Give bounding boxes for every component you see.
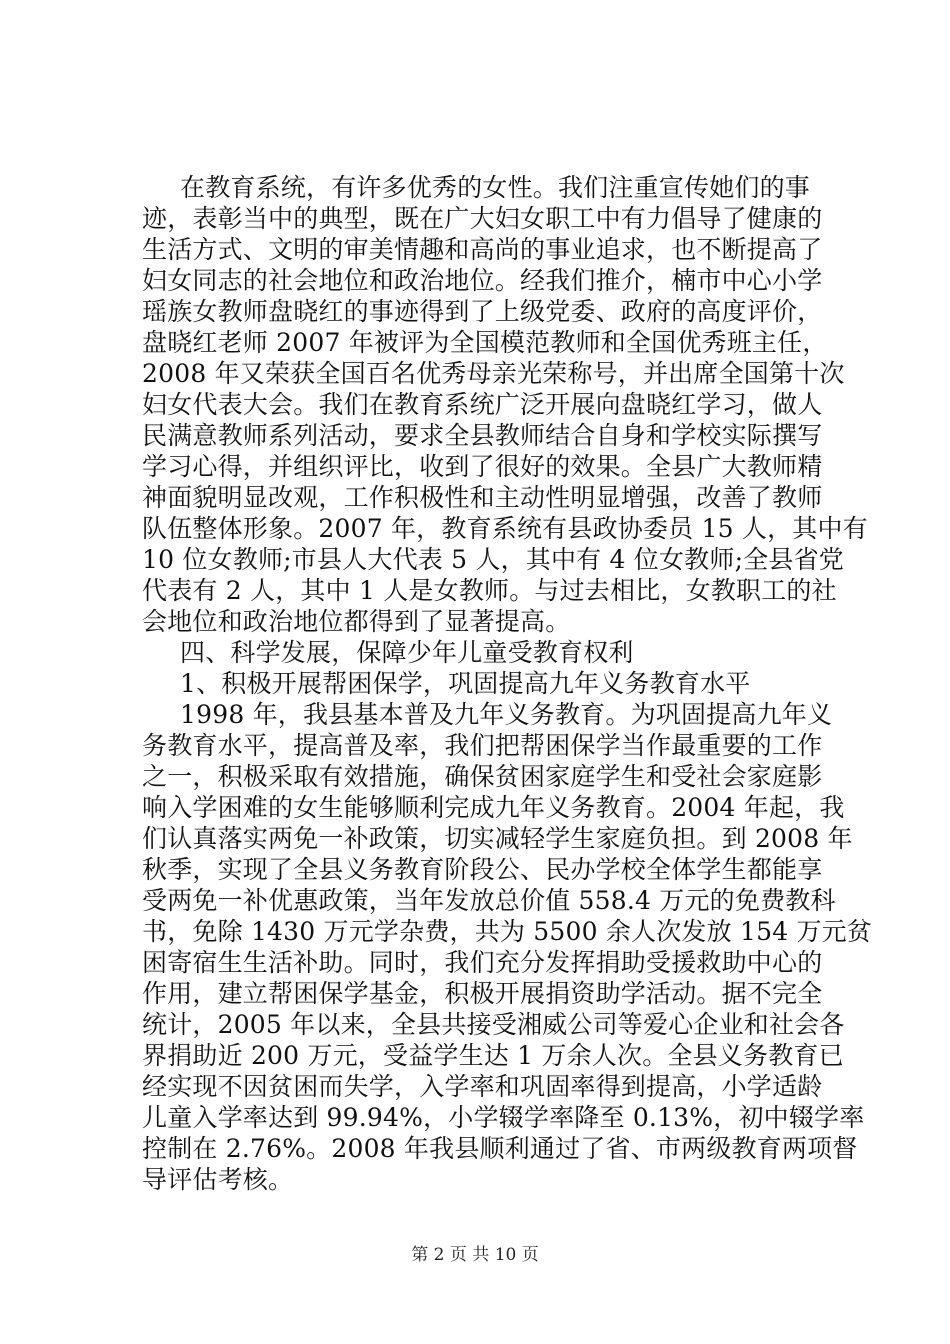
text-line: 秋季，实现了全县义务教育阶段公、民办学校全体学生都能享	[142, 855, 823, 884]
text-line: 受两免一补优惠政策，当年发放总价值 558.4 万元的免费教科	[142, 886, 836, 915]
text-line: 学习心得，并组织评比，收到了很好的效果。全县广大教师精	[142, 452, 823, 481]
text-line: 们认真落实两免一补政策，切实减轻学生家庭负担。到 2008 年	[142, 824, 853, 853]
text-line: 经实现不因贫困而失学，入学率和巩固率得到提高，小学适龄	[142, 1072, 823, 1101]
text-line: 导评估考核。	[142, 1165, 294, 1194]
text-line: 瑶族女教师盘晓红的事迹得到了上级党委、政府的高度评价，	[142, 297, 823, 326]
text-line: 10 位女教师;市县人大代表 5 人，其中有 4 位女教师;全县省党	[142, 545, 845, 574]
text-line: 儿童入学率达到 99.94%，小学辍学率降至 0.13%，初中辍学率	[142, 1103, 865, 1132]
text-line: 控制在 2.76%。2008 年我县顺利通过了省、市两级教育两项督	[142, 1134, 858, 1163]
text-line: 作用，建立帮困保学基金，积极开展捐资助学活动。据不完全	[142, 979, 823, 1008]
text-line: 在教育系统，有许多优秀的女性。我们注重宣传她们的事	[180, 173, 811, 202]
text-line: 2008 年又荣获全国百名优秀母亲光荣称号，并出席全国第十次	[142, 359, 845, 388]
text-line: 神面貌明显改观，工作积极性和主动性明显增强，改善了教师	[142, 483, 823, 512]
text-line: 代表有 2 人，其中 1 人是女教师。与过去相比，女教职工的社	[142, 576, 837, 605]
text-line: 妇女同志的社会地位和政治地位。经我们推介，楠市中心小学	[142, 266, 823, 295]
text-line: 1998 年，我县基本普及九年义务教育。为巩固提高九年义	[180, 700, 833, 729]
text-line: 生活方式、文明的审美情趣和高尚的事业追求，也不断提高了	[142, 235, 823, 264]
subsection-heading: 1、积极开展帮困保学，巩固提高九年义务教育水平	[180, 669, 751, 698]
text-line: 书，免除 1430 万元学杂费，共为 5500 余人次发放 154 万元贫	[142, 917, 873, 946]
text-line: 迹，表彰当中的典型，既在广大妇女职工中有力倡导了健康的	[142, 204, 823, 233]
text-line: 响入学困难的女生能够顺利完成九年义务教育。2004 年起，我	[142, 793, 845, 822]
text-line: 务教育水平，提高普及率，我们把帮困保学当作最重要的工作	[142, 731, 823, 760]
text-line: 会地位和政治地位都得到了显著提高。	[142, 607, 571, 636]
page-number: 第 2 页 共 10 页	[411, 1245, 539, 1265]
text-line: 之一，积极采取有效措施，确保贫困家庭学生和受社会家庭影	[142, 762, 823, 791]
text-line: 妇女代表大会。我们在教育系统广泛开展向盘晓红学习，做人	[142, 390, 823, 419]
text-line: 界捐助近 200 万元，受益学生达 1 万余人次。全县义务教育已	[142, 1041, 844, 1070]
text-line: 队伍整体形象。2007 年，教育系统有县政协委员 15 人，其中有	[142, 514, 868, 543]
text-line: 民满意教师系列活动，要求全县教师结合自身和学校实际撰写	[142, 421, 823, 450]
section-heading: 四、科学发展，保障少年儿童受教育权利	[180, 638, 634, 667]
body-text	[142, 172, 873, 1195]
text-line: 困寄宿生生活补助。同时，我们充分发挥捐助受援救助中心的	[142, 948, 823, 977]
text-line: 统计，2005 年以来，全县共接受湘威公司等爱心企业和社会各	[142, 1010, 845, 1039]
text-line: 盘晓红老师 2007 年被评为全国模范教师和全国优秀班主任，	[142, 328, 828, 357]
page-footer	[0, 1240, 950, 1265]
